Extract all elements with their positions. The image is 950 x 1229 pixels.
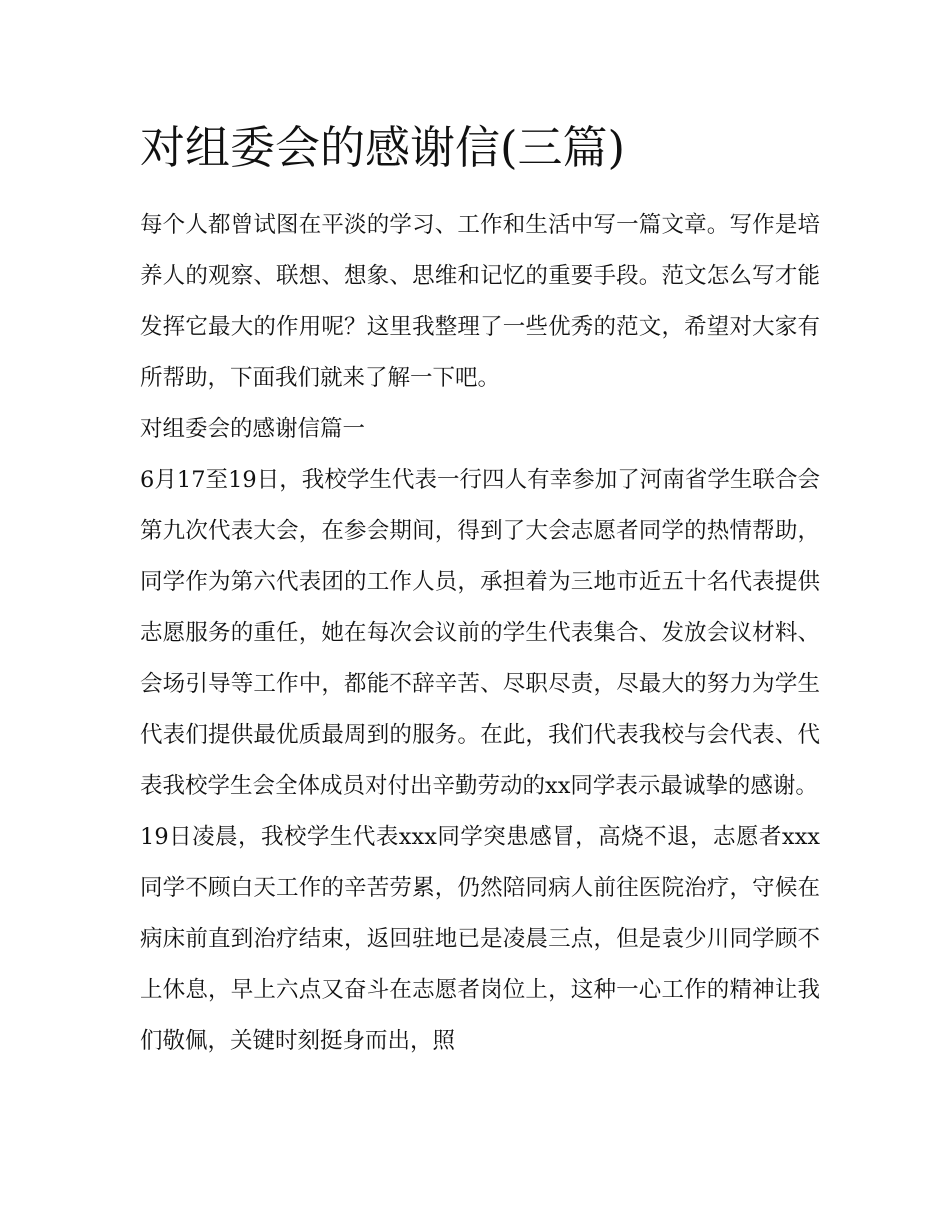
intro-paragraph: 每个人都曾试图在平淡的学习、工作和生活中写一篇文章。写作是培养人的观察、联想、想象、思维和记忆的重要手段。范文怎么写才能发挥它最大的作用呢？这里我整理了一些优秀的范文，希望对大家有所帮助，下面我们就来了解一下吧。 <box>140 212 820 391</box>
body-paragraph-1: 6月17至19日，我校学生代表一行四人有幸参加了河南省学生联合会第九次代表大会，在参会期间，得到了大会志愿者同学的热情帮助，同学作为第六代表团的工作人员，承担着为三地市近五十名代表提供志愿服务的重任，她在每次会议前的学生代表集合、发放会议材料、会场引导等工作中，都能不辞辛苦、尽职尽责，尽最大的努力为学生代表们提供最优质最周到的服务。在此，我们代表我校与会代表、代表我校学生会全体成员对付出辛勤劳动的xx同学表示最诚挚的感谢。 <box>140 467 820 799</box>
document-page <box>140 118 820 1067</box>
section-heading: 对组委会的感谢信篇一 <box>140 416 366 442</box>
body-paragraph-2: 19日凌晨，我校学生代表xxx同学突患感冒，高烧不退，志愿者xxx同学不顾白天工作的辛苦劳累，仍然陪同病人前往医院治疗，守候在病床前直到治疗结束，返回驻地已是凌晨三点，但是袁少川同学顾不上休息，早上六点又奋斗在志愿者岗位上，这种一心工作的精神让我们敬佩，关键时刻挺身而出，照 <box>140 824 820 1054</box>
document-title: 对组委会的感谢信(三篇) <box>140 121 626 174</box>
